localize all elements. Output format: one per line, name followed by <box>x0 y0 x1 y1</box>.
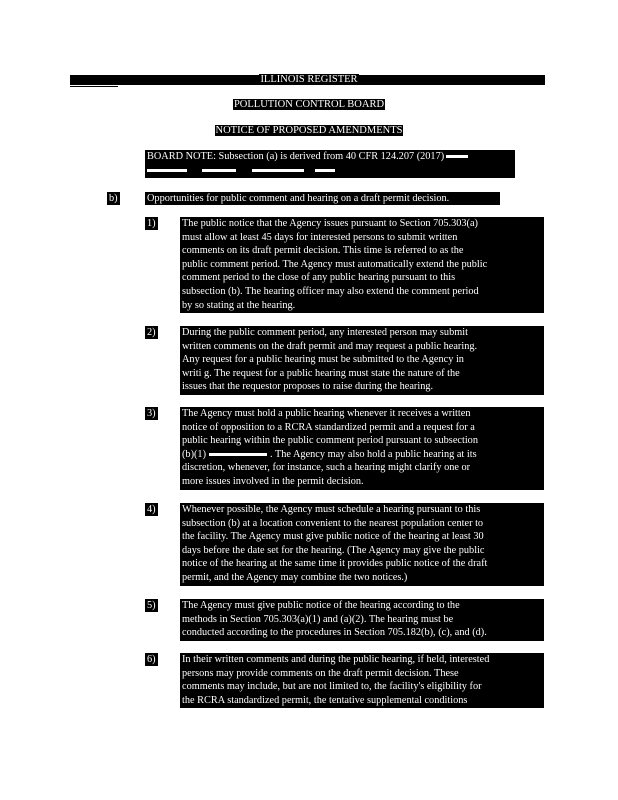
item-3-line: . The Agency may also hold a public hearing at its <box>270 448 477 460</box>
item-6-line: In their written comments and during the public hearing, if held, interested <box>182 654 490 665</box>
item-3-redaction <box>209 453 267 456</box>
item-1-line: by so stating at the hearing. <box>182 299 296 311</box>
item-1-text <box>180 217 544 313</box>
section-label: b) <box>109 193 118 204</box>
item-5-text <box>180 599 544 641</box>
item-4-line: the facility. The Agency must give public notice of the hearing at least 30 <box>182 531 484 543</box>
board-title <box>0 99 618 111</box>
item-2-line: written comments on the draft permit and may request a public hearing. <box>182 340 478 352</box>
item-3-line: more issues involved in the permit decision. <box>182 475 364 487</box>
item-3-line: The Agency must hold a public hearing whenever it receives a written <box>182 408 471 419</box>
board-note-redaction-5 <box>315 169 335 172</box>
item-5-line: The Agency must give public notice of the hearing according to the <box>182 600 460 611</box>
item-1-line: public comment period. The Agency must automatically extend the public <box>182 258 488 270</box>
item-1-line: comments on its draft permit decision. This time is referred to as the <box>182 245 464 257</box>
item-1-label: 1) <box>147 218 156 229</box>
item-4-line: days before the date set for the hearing. (The Agency may give the public <box>182 544 485 556</box>
item-5-line: methods in Section 705.303(a)(1) and (a)(2). The hearing must be <box>182 613 454 625</box>
item-4-label: 4) <box>147 504 156 515</box>
item-4-text <box>180 503 544 586</box>
item-4-line: subsection (b) at a location convenient to the nearest population center to <box>182 517 484 529</box>
notice-title-text: NOTICE OF PROPOSED AMENDMENTS <box>215 125 403 136</box>
section-title: Opportunities for public comment and hearing on a draft permit decision. <box>145 192 500 205</box>
item-3-line: (b)(1) <box>182 448 207 460</box>
item-2-line: During the public comment period, any interested person may submit <box>182 327 468 338</box>
register-title-text: ILLINOIS REGISTER <box>260 74 358 85</box>
item-5-label: 5) <box>147 600 156 611</box>
board-note-redaction-2 <box>147 169 187 172</box>
item-1-line: comment period to the close of any public hearing pursuant to this <box>182 272 456 284</box>
board-note <box>145 150 515 178</box>
register-title <box>0 74 618 86</box>
board-note-redaction-3 <box>202 169 236 172</box>
item-4-line: Whenever possible, the Agency must schedule a hearing pursuant to this <box>182 504 481 515</box>
item-2-line: Any request for a public hearing must be submitted to the Agency in <box>182 354 464 366</box>
board-note-line1: BOARD NOTE: Subsection (a) is derived from 40 CFR 124.207 (2017) <box>147 151 445 162</box>
notice-title <box>0 125 618 137</box>
item-3-text <box>180 407 544 490</box>
item-2-text <box>180 326 544 395</box>
item-3-line: notice of opposition to a RCRA standardized permit and a request for a <box>182 421 475 433</box>
item-2-label: 2) <box>147 327 156 338</box>
header-underline <box>70 86 118 87</box>
item-2-line: writi g. The request for a public hearing must state the nature of the <box>182 367 460 379</box>
board-note-redaction-4 <box>252 169 304 172</box>
item-3-line: public hearing within the public comment period pursuant to subsection <box>182 435 478 447</box>
item-6-text <box>180 653 544 708</box>
item-3-label: 3) <box>147 408 156 419</box>
item-4-line: notice of the hearing at the same time it provides public notice of the draft <box>182 558 488 570</box>
item-3-line: discretion, whenever, for instance, such a hearing might clarify one or <box>182 462 471 474</box>
item-5-line: conducted according to the procedures in Section 705.182(b), (c), and (d). <box>182 627 487 639</box>
item-1-line: The public notice that the Agency issues pursuant to Section 705.303(a) <box>182 218 478 229</box>
board-note-redaction <box>446 155 468 158</box>
item-6-line: comments may include, but are not limited to, the facility's eligibility for <box>182 681 482 693</box>
item-4-line: permit, and the Agency may combine the two notices.) <box>182 571 408 583</box>
item-1-line: subsection (b). The hearing officer may also extend the comment period <box>182 285 479 297</box>
item-6-line: persons may provide comments on the draft permit decision. These <box>182 667 459 679</box>
item-6-label: 6) <box>147 654 156 665</box>
board-title-text: POLLUTION CONTROL BOARD <box>233 99 385 110</box>
item-6-line: the RCRA standardized permit, the tentative supplemental conditions <box>182 694 468 706</box>
item-1-line: must allow at least 45 days for interested persons to submit written <box>182 231 458 243</box>
item-2-line: issues that the requestor proposes to raise during the hearing. <box>182 381 434 393</box>
